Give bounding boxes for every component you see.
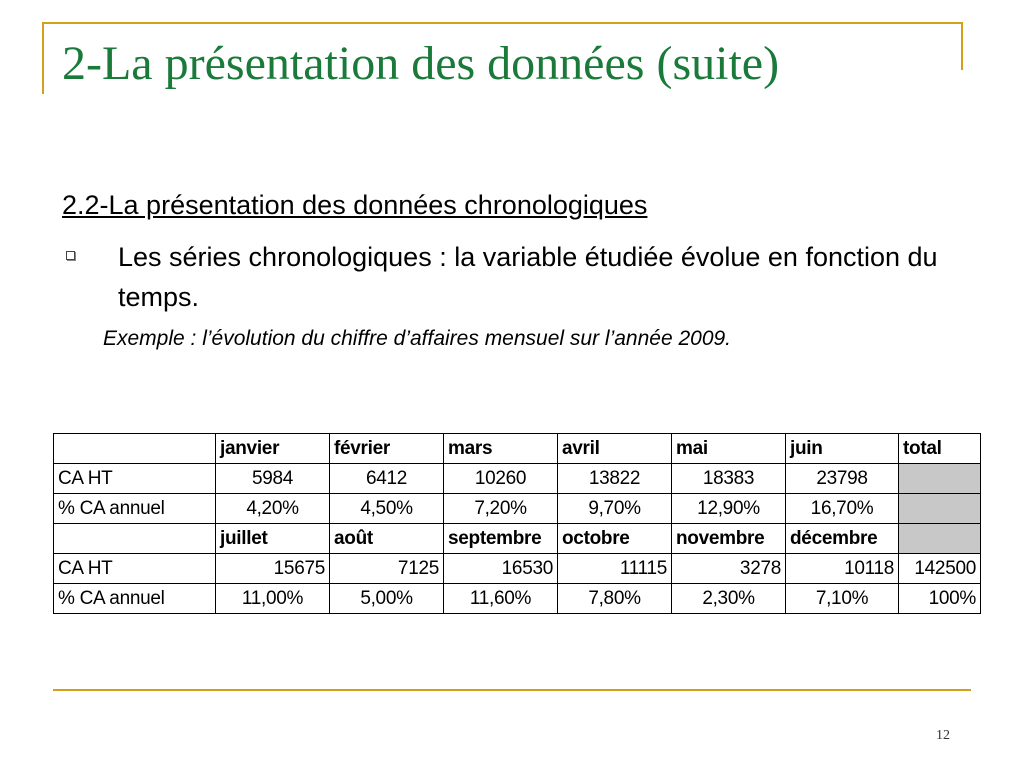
ca-value: 15675 xyxy=(216,554,330,584)
table-cell-gray xyxy=(899,464,981,494)
ca-value: 13822 xyxy=(558,464,672,494)
section-subtitle: 2.2-La présentation des données chronologiques xyxy=(62,190,648,220)
pct-value: 4,50% xyxy=(330,494,444,524)
table-row-months-2 xyxy=(54,524,981,554)
month-header: mai xyxy=(672,434,786,464)
month-header: décembre xyxy=(786,524,899,554)
ca-value: 10260 xyxy=(444,464,558,494)
row-label-ca-ht: CA HT xyxy=(54,554,216,584)
month-header: juillet xyxy=(216,524,330,554)
table-cell-gray xyxy=(899,524,981,554)
ca-value: 18383 xyxy=(672,464,786,494)
pct-value: 11,00% xyxy=(216,584,330,614)
month-header: avril xyxy=(558,434,672,464)
month-header: juin xyxy=(786,434,899,464)
pct-value: 11,60% xyxy=(444,584,558,614)
pct-value: 9,70% xyxy=(558,494,672,524)
pct-value: 7,10% xyxy=(786,584,899,614)
total-header: total xyxy=(899,434,981,464)
revenue-table xyxy=(53,433,981,614)
ca-value: 5984 xyxy=(216,464,330,494)
month-header: février xyxy=(330,434,444,464)
ca-value: 3278 xyxy=(672,554,786,584)
ca-value: 11115 xyxy=(558,554,672,584)
pct-value: 7,20% xyxy=(444,494,558,524)
pct-value: 5,00% xyxy=(330,584,444,614)
row-label-pct: % CA annuel xyxy=(54,494,216,524)
table-row-months-1 xyxy=(54,434,981,464)
table-row-ca-1 xyxy=(54,464,981,494)
pct-value: 16,70% xyxy=(786,494,899,524)
pct-total: 100% xyxy=(899,584,981,614)
table-cell-empty xyxy=(54,434,216,464)
row-label-ca-ht: CA HT xyxy=(54,464,216,494)
pct-value: 7,80% xyxy=(558,584,672,614)
table-row-pct-1 xyxy=(54,494,981,524)
ca-value: 10118 xyxy=(786,554,899,584)
month-header: janvier xyxy=(216,434,330,464)
table-cell-gray xyxy=(899,494,981,524)
month-header: mars xyxy=(444,434,558,464)
frame-right-line xyxy=(961,22,963,70)
ca-value: 16530 xyxy=(444,554,558,584)
pct-value: 2,30% xyxy=(672,584,786,614)
pct-value: 4,20% xyxy=(216,494,330,524)
ca-total: 142500 xyxy=(899,554,981,584)
ca-value: 6412 xyxy=(330,464,444,494)
ca-value: 23798 xyxy=(786,464,899,494)
month-header: août xyxy=(330,524,444,554)
example-text: Exemple : l’évolution du chiffre d’affaires mensuel sur l’année 2009. xyxy=(103,327,732,350)
page-number: 12 xyxy=(936,728,950,743)
bullet-text: Les séries chronologiques : la variable étudiée évolue en fonction du temps. xyxy=(118,242,938,312)
month-header: octobre xyxy=(558,524,672,554)
row-label-pct: % CA annuel xyxy=(54,584,216,614)
frame-left-line xyxy=(42,22,44,94)
square-bullet-icon xyxy=(66,251,75,260)
month-header: septembre xyxy=(444,524,558,554)
table-row-pct-2 xyxy=(54,584,981,614)
footer-rule xyxy=(53,689,971,691)
slide-title: 2-La présentation des données (suite) xyxy=(62,37,780,90)
month-header: novembre xyxy=(672,524,786,554)
pct-value: 12,90% xyxy=(672,494,786,524)
frame-top-line xyxy=(42,22,963,24)
table-cell-empty xyxy=(54,524,216,554)
table-row-ca-2 xyxy=(54,554,981,584)
ca-value: 7125 xyxy=(330,554,444,584)
